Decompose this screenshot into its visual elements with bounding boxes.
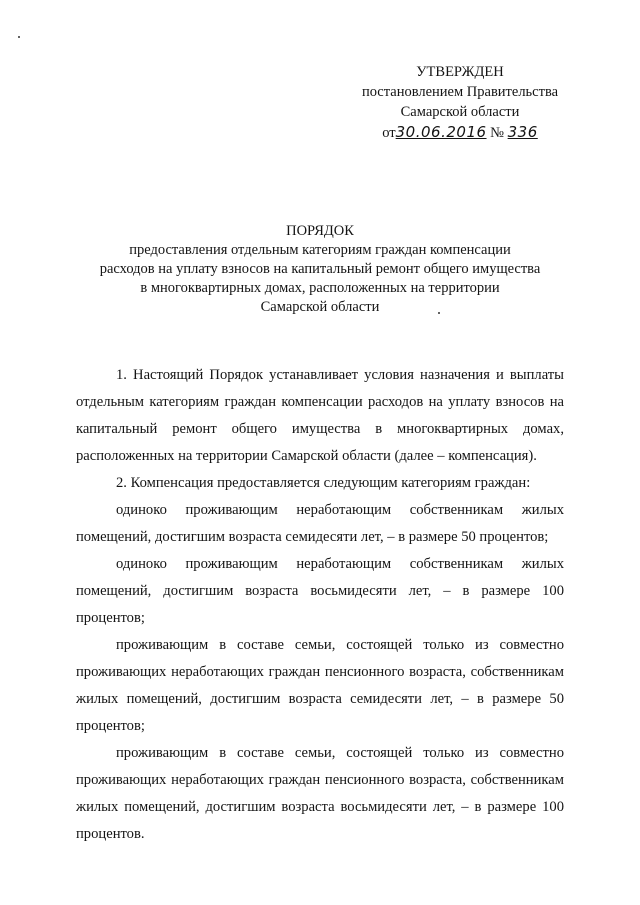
approval-title: УТВЕРЖДЕН [416, 64, 504, 80]
category-item: одиноко проживающим неработающим собственникам жилых помещений, достигшим возраста восьмидесяти лет, – в размере 100 процентов; [76, 556, 564, 626]
category-item: проживающим в составе семьи, состоящей только из совместно проживающих неработающих граждан пенсионного возраста, собственникам жилых помещений, достигшим возраста восьмидесяти лет, – в размере 100 процентов. [76, 745, 564, 842]
approval-date: 30.06.2016 [395, 123, 487, 141]
category-item: проживающим в составе семьи, состоящей только из совместно проживающих неработающих граждан пенсионного возраста, собственникам жилых помещений, достигшим возраста семидесяти лет, – в размере 50 процентов; [76, 637, 564, 734]
paragraph-1: 1. Настоящий Порядок устанавливает условия назначения и выплаты отдельным категориям граждан компенсации расходов на уплату взносов на капитальный ремонт общего имущества в многоквартирных домах, расположенных на территории Самарской области (далее – компенсация). [76, 367, 564, 464]
approval-line-1: постановлением Правительства [361, 84, 559, 100]
number-prefix: № [490, 125, 504, 141]
scan-speck [18, 36, 20, 38]
document-title [60, 222, 580, 317]
category-item: одиноко проживающим неработающим собственникам жилых помещений, достигшим возраста семидесяти лет, – в размере 50 процентов; [76, 502, 564, 545]
approval-date-line [340, 122, 580, 143]
document-body [76, 362, 564, 848]
paragraph-2: 2. Компенсация предоставляется следующим категориям граждан: [116, 475, 531, 491]
approval-line-2: Самарской области [400, 104, 520, 120]
title-heading: ПОРЯДОК [286, 223, 354, 239]
title-line: предоставления отдельным категориям граждан компенсации [129, 242, 511, 258]
title-line: в многоквартирных домах, расположенных на территории [140, 280, 500, 296]
date-prefix: от [382, 125, 396, 141]
approval-stamp [340, 62, 580, 143]
approval-number: 336 [507, 123, 538, 141]
title-line: Самарской области [260, 299, 380, 315]
title-line: расходов на уплату взносов на капитальный ремонт общего имущества [99, 261, 541, 277]
